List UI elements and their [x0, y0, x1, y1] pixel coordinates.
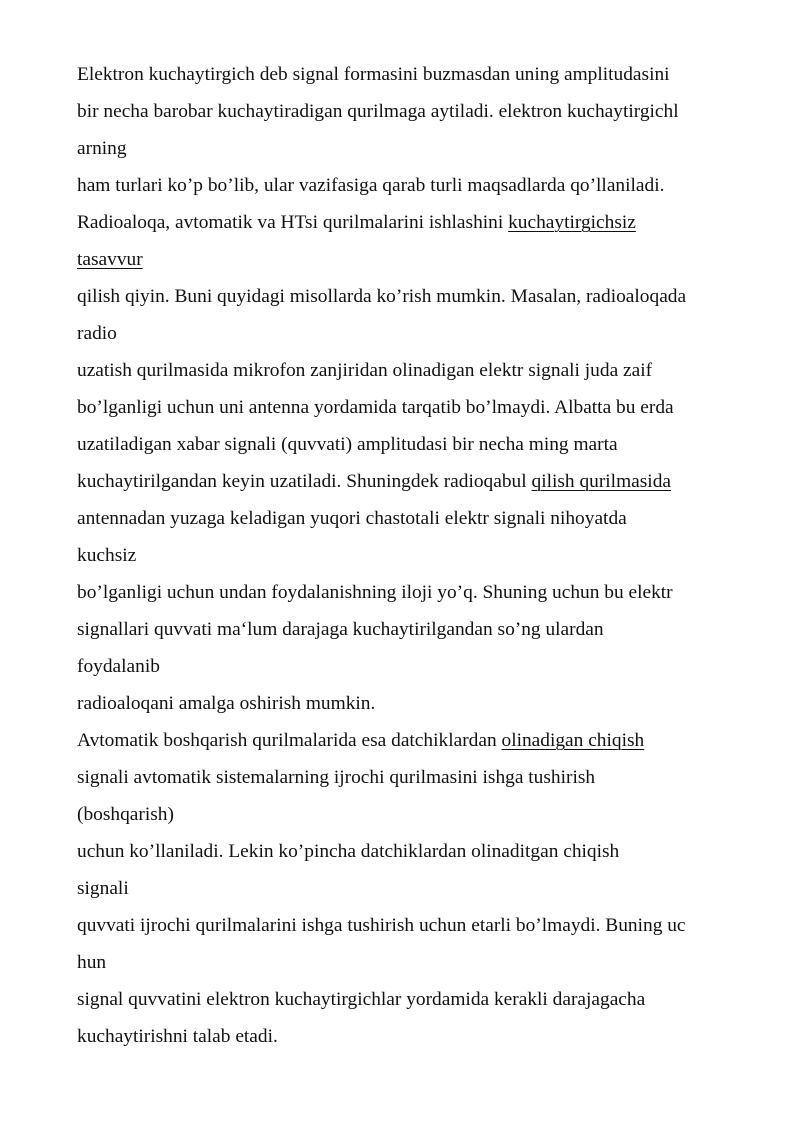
- text-line-25: hun: [77, 952, 107, 973]
- text-line-13: antennadan yuzaga keladigan yuqori chastotali elektr signali nihoyatda: [77, 508, 627, 529]
- text-line-17: foydalanib: [77, 656, 160, 677]
- text-line-18: radioaloqani amalga oshirish mumkin.: [77, 693, 376, 714]
- text-line-6: [77, 241, 777, 278]
- text-line-7: qilish qiyin. Buni quyidagi misollarda ko’rish mumkin. Masalan, radioaloqada: [77, 286, 687, 307]
- text-line-26: signal quvvatini elektron kuchaytirgichlar yordamida kerakli darajagacha: [77, 989, 646, 1010]
- text-line-1: Elektron kuchaytirgich deb signal formasini buzmasdan uning amplitudasini: [77, 64, 670, 85]
- text-line-11: uzatiladigan xabar signali (quvvati) amplitudasi bir necha ming marta: [77, 434, 618, 455]
- text-line-8: radio: [77, 323, 117, 344]
- text-line-19: Avtomatik boshqarish qurilmalarida esa datchiklardan olinadigan chiqish: [77, 730, 645, 751]
- underlined-link[interactable]: kuchaytirgichsiz: [508, 212, 636, 233]
- underlined-link[interactable]: qilish qurilmasida: [531, 471, 671, 492]
- text-line-3: arning: [77, 138, 127, 159]
- text-line-12: kuchaytirilgandan keyin uzatiladi. Shuningdek radioqabul qilish qurilmasida: [77, 471, 671, 492]
- text-line-15: bo’lganligi uchun undan foydalanishning iloji yo’q. Shuning uchun bu elektr: [77, 582, 673, 603]
- text-line-23: signali: [77, 878, 129, 899]
- underlined-link[interactable]: olinadigan chiqish: [501, 730, 645, 751]
- text-line-5: Radioaloqa, avtomatik va HTsi qurilmalarini ishlashini kuchaytirgichsiz: [77, 212, 636, 233]
- text-line-24: quvvati ijrochi qurilmalarini ishga tushirish uchun etarli bo’lmaydi. Buning uc: [77, 915, 686, 936]
- text-line-27: kuchaytirishni talab etadi.: [77, 1026, 278, 1047]
- text-line-10: bo’lganligi uchun uni antenna yordamida tarqatib bo’lmaydi. Albatta bu erda: [77, 397, 674, 418]
- text-line-21: (boshqarish): [77, 804, 174, 825]
- text-line-9: uzatish qurilmasida mikrofon zanjiridan olinadigan elektr signali juda zaif: [77, 360, 653, 381]
- text-line-4: ham turlari ko’p bo’lib, ular vazifasiga qarab turli maqsadlarda qo’llaniladi.: [77, 175, 665, 196]
- document-body: [77, 56, 777, 1055]
- text-line-2: bir necha barobar kuchaytiradigan qurilmaga aytiladi. elektron kuchaytirgichl: [77, 101, 679, 122]
- text-line-16: signallari quvvati ma‘lum darajaga kuchaytirilgandan so’ng ulardan: [77, 619, 604, 640]
- text-line-14: kuchsiz: [77, 545, 137, 566]
- text-line-22: uchun ko’llaniladi. Lekin ko’pincha datchiklardan olinaditgan chiqish: [77, 841, 620, 862]
- text-line-20: signali avtomatik sistemalarning ijrochi qurilmasini ishga tushirish: [77, 767, 596, 788]
- underlined-link[interactable]: tasavvur: [77, 249, 143, 270]
